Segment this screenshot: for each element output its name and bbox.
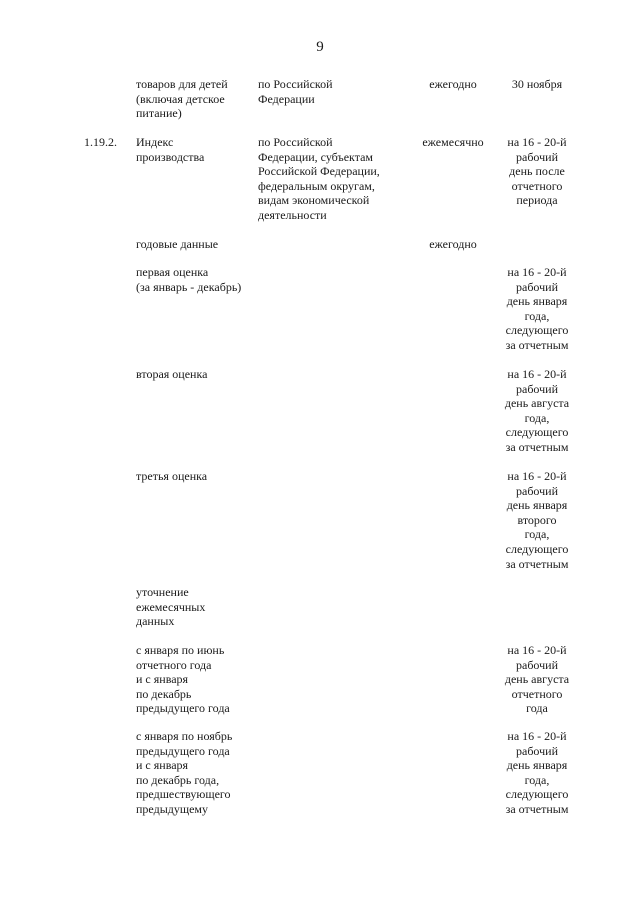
indicator-name: с января по июнь отчетного года и с января по декабрь предыдущего года: [136, 643, 230, 716]
indicator-frequency: ежегодно: [429, 77, 477, 91]
indicator-deadline: на 16 - 20-й рабочий день августа отчетного года: [504, 643, 570, 716]
page-number: 9: [316, 39, 324, 55]
indicator-scope: по Российской Федерации: [258, 77, 333, 106]
indicator-frequency: ежемесячно: [422, 135, 484, 149]
indicator-name: вторая оценка: [136, 367, 208, 381]
indicator-name: третья оценка: [136, 469, 208, 483]
indicator-deadline: на 16 - 20-й рабочий день января года, следующего за отчетным: [505, 265, 569, 352]
indicator-scope: по Российской Федерации, субъектам Российской Федерации, федеральным округам, видам экономической деятельности: [258, 135, 380, 222]
indicator-deadline: 30 ноября: [511, 77, 563, 91]
indicator-name: с января по ноябрь предыдущего года и с января по декабрь года, предшествующего предыдущему: [136, 729, 233, 816]
indicator-name: уточнение ежемесячных данных: [136, 585, 206, 629]
indicator-deadline: на 16 - 20-й рабочий день после отчетного периода: [507, 135, 567, 208]
indicator-name: годовые данные: [136, 237, 219, 251]
indicator-name: Индекс производства: [136, 135, 205, 164]
indicator-name: первая оценка (за январь - декабрь): [136, 265, 242, 294]
indicator-deadline: на 16 - 20-й рабочий день августа года, следующего за отчетным: [504, 367, 570, 454]
row-number: 1.19.2.: [84, 135, 117, 149]
indicator-deadline: на 16 - 20-й рабочий день января года, следующего за отчетным: [505, 729, 569, 816]
indicator-deadline: на 16 - 20-й рабочий день января второго года, следующего за отчетным: [505, 469, 569, 571]
indicator-name: товаров для детей (включая детское питание): [136, 77, 228, 121]
indicator-frequency: ежегодно: [429, 237, 477, 251]
